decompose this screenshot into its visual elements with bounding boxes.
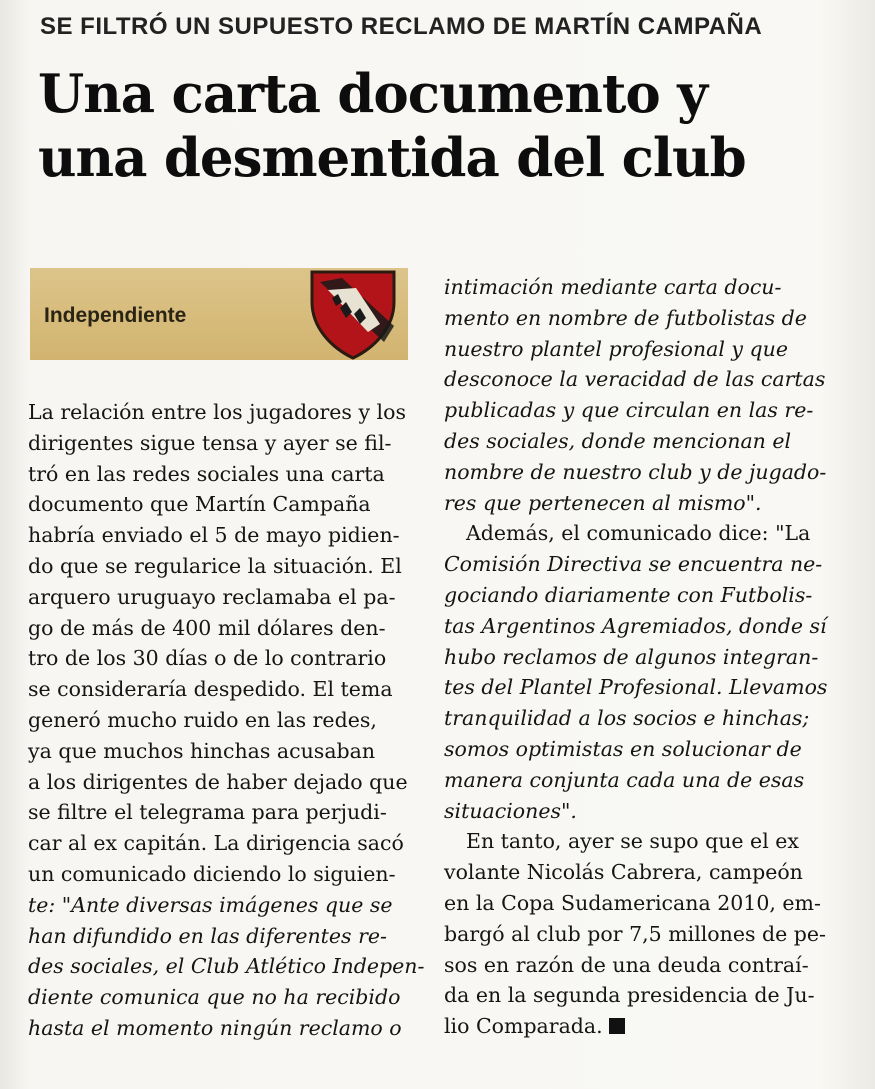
text-line: un comunicado diciendo lo siguien-	[28, 861, 396, 886]
text-line: nuestro plantel profesional y que	[444, 336, 788, 361]
text-line: volante Nicolás Cabrera, campeón	[444, 860, 803, 885]
text-line: se consideraría despedido. El tema	[28, 677, 393, 702]
text-line: diente comunica que no ha recibido	[28, 985, 401, 1010]
statement-paragraph	[444, 518, 844, 826]
text-line: tes del Plantel Profesional. Llevamos	[444, 675, 828, 700]
independiente-crest-icon	[298, 268, 408, 360]
text-line: des sociales, donde mencionan el	[444, 428, 792, 453]
text-line: se filtre el telegrama para perjudi-	[28, 800, 387, 825]
text-line: Comisión Directiva se encuentra ne-	[444, 552, 823, 577]
headline-line-2: una desmentida del club	[38, 127, 746, 189]
text-line: tró en las redes sociales una carta	[28, 461, 385, 486]
text-line: gociando diariamente con Futbolis-	[444, 582, 813, 607]
kicker: SE FILTRÓ UN SUPUESTO RECLAMO DE MARTÍN CAMPAÑA	[40, 13, 763, 40]
text-line: documento que Martín Campaña	[28, 492, 371, 517]
text-line: desconoce la veracidad de las cartas	[444, 367, 826, 392]
text-line: nombre de nuestro club y de jugado-	[444, 459, 827, 484]
text-line: habría enviado el 5 de mayo pidien-	[28, 523, 400, 548]
text-line: intimación mediante carta docu-	[444, 275, 782, 299]
left-column	[28, 397, 425, 1044]
section-label: Independiente	[44, 304, 187, 327]
headline	[38, 62, 858, 190]
end-of-article-icon	[609, 1018, 625, 1034]
text-line: go de más de 400 mil dólares den-	[28, 615, 386, 640]
left-paragraph	[28, 397, 425, 1044]
text-line: tas Argentinos Agremiados, donde sí	[444, 613, 827, 638]
text-line: Además, el comunicado dice: "La	[466, 521, 811, 546]
text-line: da en la segunda presidencia de Ju-	[444, 983, 815, 1008]
text-line: a los dirigentes de haber dejado que	[28, 769, 408, 794]
text-line: manera conjunta cada una de esas	[444, 767, 805, 792]
text-line: generó mucho ruido en las redes,	[28, 707, 377, 732]
text-line: publicadas y que circulan en las re-	[444, 398, 814, 423]
text-fragment: lio Comparada.	[444, 1014, 603, 1039]
text-line: bargó al club por 7,5 millones de pe-	[444, 921, 826, 946]
text-line: tro de los 30 días o de lo contrario	[28, 646, 387, 671]
quote-paragraph	[444, 272, 844, 518]
closing-paragraph	[444, 826, 844, 1042]
text-line: en la Copa Sudamericana 2010, em-	[444, 890, 821, 915]
right-column	[444, 272, 844, 1042]
text-line: sos en razón de una deuda contraí-	[444, 952, 809, 977]
text-line: car al ex capitán. La dirigencia sacó	[28, 831, 404, 856]
last-text-line	[444, 1011, 844, 1042]
text-line: mento en nombre de futbolistas de	[444, 305, 807, 330]
text-line: situaciones".	[444, 798, 577, 823]
text-line: La relación entre los jugadores y los	[28, 400, 406, 424]
section-banner	[30, 268, 408, 360]
text-line: hasta el momento ningún reclamo o	[28, 1015, 402, 1040]
text-line: des sociales, el Club Atlético Indepen-	[28, 954, 425, 979]
text-line: somos optimistas en solucionar de	[444, 736, 802, 761]
text-line: han difundido en las diferentes re-	[28, 923, 387, 948]
text-line: arquero uruguayo reclamaba el pa-	[28, 584, 396, 609]
text-line: dirigentes sigue tensa y ayer se fil-	[28, 430, 392, 455]
text-line: En tanto, ayer se supo que el ex	[466, 829, 799, 854]
text-line: te: "Ante diversas imágenes que se	[28, 892, 393, 917]
headline-line-1: Una carta documento y	[38, 63, 707, 125]
text-line: tranquilidad a los socios e hinchas;	[444, 706, 810, 731]
text-line: res que pertenecen al mismo".	[444, 490, 762, 515]
text-line: do que se regularice la situación. El	[28, 553, 402, 578]
text-line: hubo reclamos de algunos integran-	[444, 644, 819, 669]
text-line: ya que muchos hinchas acusaban	[28, 738, 376, 763]
